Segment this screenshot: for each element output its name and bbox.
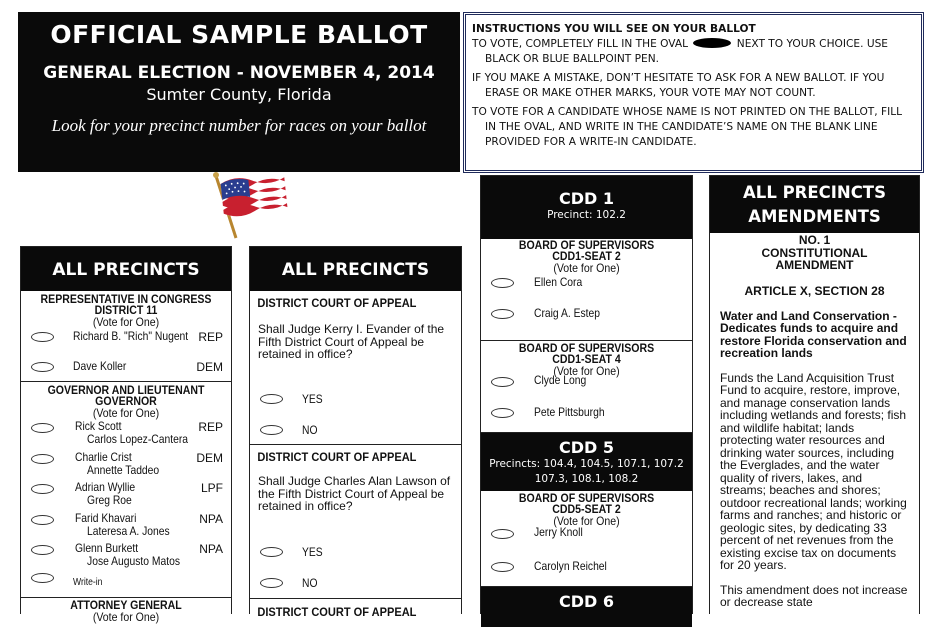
race-title-2: GOVERNOR	[95, 394, 157, 408]
running-mate: Annette Taddeo	[87, 462, 160, 477]
amendment-article: ARTICLE X, SECTION 28	[744, 283, 885, 298]
candidate-primary: Farid Khavari	[75, 510, 137, 525]
race-title: BOARD OF SUPERVISORS	[518, 491, 655, 505]
candidate-party: DEM	[196, 450, 223, 465]
candidate-row	[481, 405, 692, 439]
candidate-primary: Rick Scott	[75, 419, 122, 433]
race-attorney-general	[21, 598, 231, 623]
cdd-title: CDD 5	[558, 438, 614, 457]
candidate-row	[481, 274, 692, 305]
candidate-name: Clyde Long	[534, 373, 587, 387]
race-cdd5-seat2	[481, 491, 692, 587]
county-name: Sumter County, Florida	[146, 85, 332, 104]
instruction-fill-oval-text-a: TO VOTE, COMPLETELY FILL IN THE OVAL	[472, 38, 689, 50]
vote-oval[interactable]	[31, 362, 54, 372]
amendment-kind-2: AMENDMENT	[775, 258, 854, 272]
amendment-kind: CONSTITUTIONAL	[761, 245, 868, 260]
election-name: GENERAL ELECTION - NOVEMBER 4, 2014	[43, 63, 435, 83]
ballot-title: OFFICIAL SAMPLE BALLOT	[50, 20, 428, 49]
race-title: BOARD OF SUPERVISORS	[518, 341, 655, 355]
candidate-primary: Adrian Wyllie	[75, 480, 136, 494]
answer-label: YES	[302, 544, 323, 559]
candidate-row	[481, 527, 692, 558]
vote-oval[interactable]	[31, 454, 54, 464]
question-text: Shall Judge Charles Alan Lawson of the Fifth District Court of Appeal be retained in office?	[258, 474, 451, 513]
candidate-name	[75, 451, 159, 477]
candidate-name	[75, 542, 180, 568]
vote-oval[interactable]	[260, 547, 283, 557]
candidate-name: Richard B. "Rich" Nugent	[73, 329, 189, 343]
write-in-label: Write-in	[73, 576, 103, 588]
vote-oval[interactable]	[31, 423, 54, 433]
race-title: ATTORNEY GENERAL	[70, 598, 182, 612]
answer-label: NO	[302, 422, 318, 437]
candidate-row	[481, 558, 692, 589]
candidate-name: Pete Pittsburgh	[534, 405, 605, 419]
candidate-row	[21, 328, 231, 359]
write-in-row	[21, 572, 231, 592]
candidate-row	[21, 480, 231, 511]
band-line-1: ALL PRECINCTS	[743, 183, 886, 202]
cdd-title: CDD 1	[558, 189, 614, 208]
running-mate: Greg Roe	[87, 493, 132, 507]
vote-oval[interactable]	[31, 515, 54, 525]
cdd-precincts-2: 107.3, 108.1, 108.2	[534, 473, 639, 485]
column-all-precincts-1	[20, 246, 232, 624]
race-governor	[21, 382, 231, 598]
race-seat: CDD1-SEAT 4	[552, 352, 621, 366]
answer-yes	[250, 545, 461, 576]
running-mate: Lateresa A. Jones	[87, 523, 170, 538]
question-heading: DISTRICT COURT OF APPEAL	[257, 450, 417, 464]
ballot-header	[18, 12, 460, 172]
race-title: REPRESENTATIVE IN CONGRESS	[40, 292, 212, 306]
candidate-primary: Charlie Crist	[75, 449, 132, 464]
candidate-row	[481, 373, 692, 408]
race-congress	[21, 291, 231, 382]
instruction-write-in: TO VOTE FOR A CANDIDATE WHOSE NAME IS NOT PRINTED ON THE BALLOT, FILL IN THE OVAL, AND WRITE IN THE CANDIDATE’S NAME ON THE BLANK LINE PROVIDED FOR A WRITE-IN CANDIDATE.	[472, 106, 903, 148]
candidate-name: Dave Koller	[73, 359, 127, 373]
vote-for-one: (Vote for One)	[92, 610, 160, 624]
vote-for-one: (Vote for One)	[92, 406, 160, 420]
amendment-number: NO. 1	[798, 233, 831, 247]
vote-oval[interactable]	[31, 573, 54, 583]
column-amendments	[709, 175, 920, 614]
question-heading: DISTRICT COURT OF APPEAL	[257, 296, 417, 310]
retention-question-1	[250, 291, 461, 445]
section-band: ALL PRECINCTS	[21, 247, 231, 291]
candidate-party: LPF	[200, 481, 223, 495]
vote-oval[interactable]	[260, 394, 283, 404]
answer-label: YES	[302, 391, 323, 406]
answer-yes	[250, 392, 461, 423]
vote-oval[interactable]	[491, 278, 514, 288]
candidate-row	[21, 359, 231, 379]
candidate-list	[21, 419, 231, 572]
vote-for-one: (Vote for One)	[553, 364, 620, 378]
race-title: GOVERNOR AND LIEUTENANT	[47, 383, 205, 397]
vote-oval[interactable]	[491, 562, 514, 572]
retention-question-2	[250, 445, 461, 599]
column-cdd	[480, 175, 693, 614]
vote-for-one: (Vote for One)	[553, 261, 620, 275]
candidate-primary: Glenn Burkett	[75, 541, 139, 555]
instructions-box	[463, 12, 924, 173]
question-heading: DISTRICT COURT OF APPEAL	[257, 605, 417, 619]
race-title: BOARD OF SUPERVISORS	[518, 238, 655, 252]
retention-question-3	[250, 599, 461, 619]
instruction-mistake: IF YOU MAKE A MISTAKE, DON’T HESITATE TO ASK FOR A NEW BALLOT. IF YOU ERASE OR MAKE OTHER MARKS, YOUR VOTE MAY NOT COUNT.	[472, 72, 885, 99]
candidate-name: Carolyn Reichel	[534, 559, 607, 573]
cdd6-band	[481, 587, 692, 627]
band-line-2: AMENDMENTS	[748, 207, 881, 226]
question-text: Shall Judge Kerry I. Evander of the Fifth District Court of Appeal be retained in office?	[258, 322, 445, 361]
running-mate: Jose Augusto Matos	[87, 554, 180, 568]
race-cdd1-seat2	[481, 239, 692, 341]
amendment-summary: Funds the Land Acquisition Trust Fund to acquire, restore, improve, and manage conservation lands including wetlands and forests; fish and wildlife habitat; lands protecting water resources and drinking water sources, including the Everglades, and the water quality of rivers, lakes, and streams; beaches and shores; outdoor recreational lands; working farms and ranches; and historic or geologic sites, by dedicating 33 percent of net revenues from the existing excise tax on documents for 20 years.	[720, 370, 907, 572]
instruction-fill-oval-text-b: NEXT TO YOUR CHOICE. USE BLACK OR BLUE BALLPOINT PEN.	[485, 38, 889, 65]
cdd5-band	[481, 433, 692, 491]
cdd-title: CDD 6	[558, 592, 614, 611]
race-seat: CDD1-SEAT 2	[552, 249, 621, 263]
amendment-title: Water and Land Conservation - Dedicates funds to acquire and restore Florida conservation and recreation lands	[720, 308, 907, 360]
vote-oval[interactable]	[491, 408, 514, 418]
candidate-party: NPA	[199, 542, 223, 556]
tagline: Look for your precinct number for races on your ballot	[51, 116, 427, 135]
running-mate: Carlos Lopez-Cantera	[87, 432, 189, 446]
amendments-band	[710, 176, 919, 233]
vote-oval[interactable]	[31, 484, 54, 494]
candidate-name: Craig A. Estep	[534, 306, 600, 320]
candidate-row	[481, 305, 692, 336]
column-all-precincts-2	[249, 246, 462, 619]
candidate-row	[21, 541, 231, 572]
instruction-fill-oval	[472, 37, 913, 67]
amendment-1	[710, 234, 919, 609]
vote-oval[interactable]	[31, 332, 54, 342]
section-band: ALL PRECINCTS	[250, 247, 461, 291]
candidate-name	[75, 481, 135, 507]
vote-oval[interactable]	[491, 377, 514, 387]
amendment-summary-2: This amendment does not increase or decrease state	[720, 582, 908, 609]
cdd1-band	[481, 176, 692, 239]
vote-oval[interactable]	[260, 578, 283, 588]
candidate-party: REP	[198, 330, 223, 344]
cdd-precincts: Precincts: 104.4, 104.5, 107.1, 107.2	[489, 458, 684, 470]
race-cdd1-seat4	[481, 341, 692, 433]
race-district: DISTRICT 11	[94, 303, 158, 317]
candidate-name	[75, 420, 188, 446]
vote-oval[interactable]	[31, 545, 54, 555]
vote-for-one: (Vote for One)	[553, 514, 620, 528]
candidate-party: NPA	[199, 511, 223, 526]
vote-oval[interactable]	[491, 309, 514, 319]
candidate-name: Ellen Cora	[534, 275, 583, 289]
candidate-name	[75, 512, 170, 538]
filled-oval-icon	[693, 38, 731, 48]
race-seat: CDD5-SEAT 2	[552, 502, 621, 516]
cdd-precincts: Precinct: 102.2	[547, 209, 626, 221]
candidate-name: Jerry Knoll	[534, 525, 583, 539]
us-flag-icon	[212, 170, 284, 242]
candidate-row	[21, 450, 231, 481]
candidate-row	[21, 511, 231, 542]
candidate-row	[21, 419, 231, 450]
answer-label: NO	[302, 575, 318, 590]
vote-for-one: (Vote for One)	[92, 315, 160, 329]
instructions-title: INSTRUCTIONS YOU WILL SEE ON YOUR BALLOT	[472, 23, 756, 35]
vote-oval[interactable]	[491, 529, 514, 539]
candidate-party: REP	[198, 420, 223, 434]
vote-oval[interactable]	[260, 425, 283, 435]
candidate-party: DEM	[196, 360, 223, 374]
